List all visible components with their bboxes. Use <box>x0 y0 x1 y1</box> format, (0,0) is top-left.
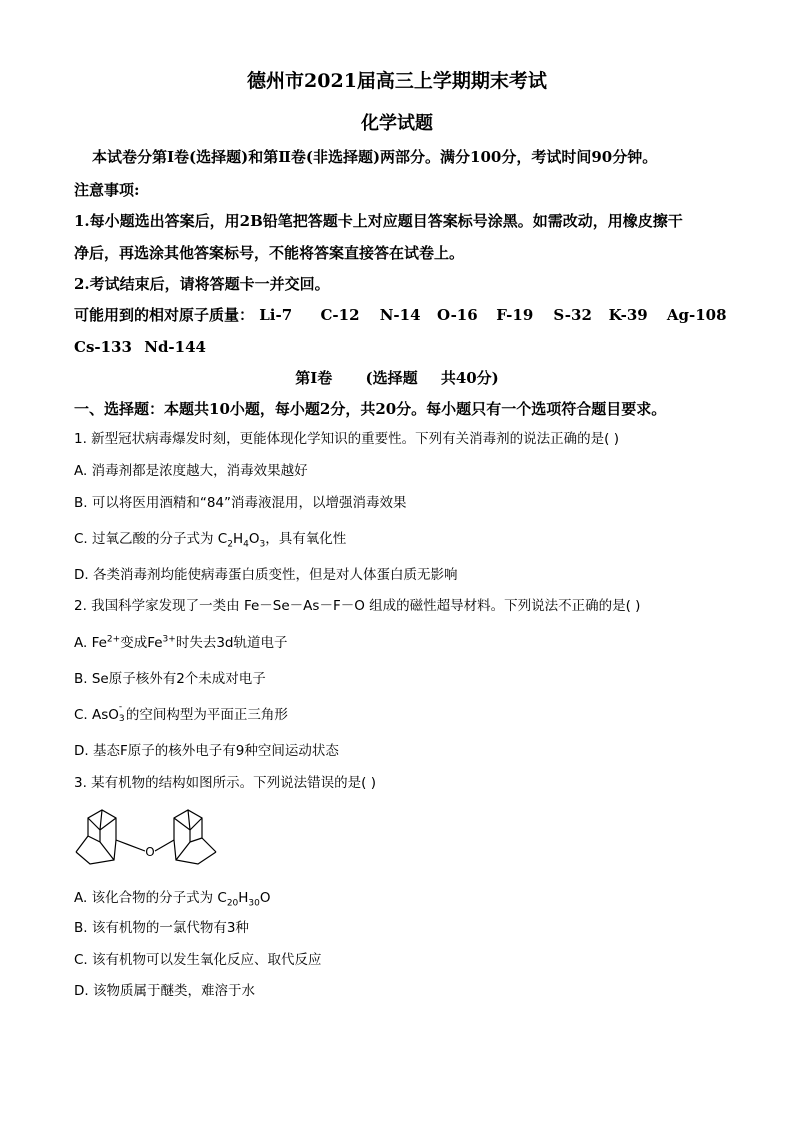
intro-line: 本试卷分第Ⅰ卷(选择题)和第Ⅱ卷(非选择题)两部分。满分100分，考试时间90分钟。 <box>92 148 658 166</box>
notice-item-1a: 1.每小题选出答案后，用2B铅笔把答题卡上对应题目答案标号涂黑。如需改动，用橡皮擦干 <box>74 212 683 230</box>
notice-title: 注意事项: <box>74 181 140 199</box>
oxygen-atom-label: O <box>145 845 155 859</box>
q1-option-a: A. 消毒剂都是浓度越大，消毒效果越好 <box>74 463 308 479</box>
cage2-bonds-d <box>176 810 190 860</box>
exam-title: 德州市2021届高三上学期期末考试 <box>247 70 547 92</box>
atomic-mass-label: 可能用到的相对原子质量： <box>74 306 255 324</box>
q3-option-a: A. 该化合物的分子式为 $C_{20}H_{30}O$ <box>74 890 271 909</box>
q3-stem: 3. 某有机物的结构如图所示。下列说法错误的是( ) <box>74 775 376 791</box>
q3-option-b: B. 该有机物的一氯代物有3种 <box>74 920 249 936</box>
section-part: 第Ⅰ卷 <box>295 369 333 387</box>
q2-stem: 2. 我国科学家发现了一类由 Fe－Se－As－F－O 组成的磁性超导材料。下列说法不正确的是( ) <box>74 598 641 614</box>
mass-f: F-19 <box>496 306 534 324</box>
q2-option-a: A. $Fe^{2+}$变成$Fe^{3+}$时失去3d轨道电子 <box>74 634 288 651</box>
section-heading <box>0 371 794 386</box>
cage2-bonds-c <box>202 838 216 852</box>
mass-ag: Ag-108 <box>666 306 727 324</box>
atomic-mass-line-2 <box>74 340 206 355</box>
mass-n: N-14 <box>379 306 421 324</box>
q1-option-b: B. 可以将医用酒精和“84”消毒液混用，以增强消毒效果 <box>74 495 407 511</box>
q1-option-d: D. 各类消毒剂均能使病毒蛋白质变性，但是对人体蛋白质无影响 <box>74 567 458 583</box>
mass-li: Li-7 <box>259 306 293 324</box>
q3-option-d: D. 该物质属于醚类，难溶于水 <box>74 983 255 999</box>
cage1-bonds-d <box>100 810 102 842</box>
cage2-bonds-e <box>174 818 202 830</box>
atomic-mass-line-1 <box>74 308 727 323</box>
mass-o: O-16 <box>436 306 478 324</box>
q2-option-d: D. 基态F原子的核外电子有9种空间运动状态 <box>74 743 339 759</box>
mass-k: K-39 <box>608 306 648 324</box>
exam-subtitle: 化学试题 <box>361 113 433 134</box>
section-kind: (选择题 <box>365 369 418 387</box>
bond-to-oxygen-left <box>116 840 145 851</box>
notice-item-2: 2.考试结束后，请将答题卡一并交回。 <box>74 275 330 293</box>
cage2-bonds-b <box>174 840 216 864</box>
q2-option-b: B. Se原子核外有2个未成对电子 <box>74 671 266 687</box>
cage2-bonds-f <box>190 838 202 842</box>
cage1-bonds-e <box>88 818 116 830</box>
q2-option-c: C. AsO - 3 的空间构型为平面正三角形 <box>74 702 288 724</box>
mass-cs: Cs-133 <box>74 338 132 356</box>
cage1-bonds-c <box>88 836 114 860</box>
q3-option-c: C. 该有机物可以发生氧化反应、取代反应 <box>74 952 322 968</box>
mass-s: S-32 <box>553 306 592 324</box>
q1-stem: 1. 新型冠状病毒爆发时刻，更能体现化学知识的重要性。下列有关消毒剂的说法正确的是( ) <box>74 431 619 447</box>
bond-to-oxygen-right <box>155 840 174 851</box>
q1-option-c: C. 过氧乙酸的分子式为 $C_2H_4O_3$，具有氧化性 <box>74 531 347 550</box>
cage1-bonds-a <box>76 810 116 852</box>
adamantyl-ether-structure <box>70 808 220 870</box>
mass-nd: Nd-144 <box>144 338 206 356</box>
notice-item-1b: 净后，再选涂其他答案标号，不能将答案直接答在试卷上。 <box>74 244 465 262</box>
mass-c: C-12 <box>320 306 360 324</box>
section-instruction: 一、选择题：本题共10小题，每小题2分，共20分。每小题只有一个选项符合题目要求。 <box>74 400 667 418</box>
section-points: 共40分) <box>440 369 499 387</box>
